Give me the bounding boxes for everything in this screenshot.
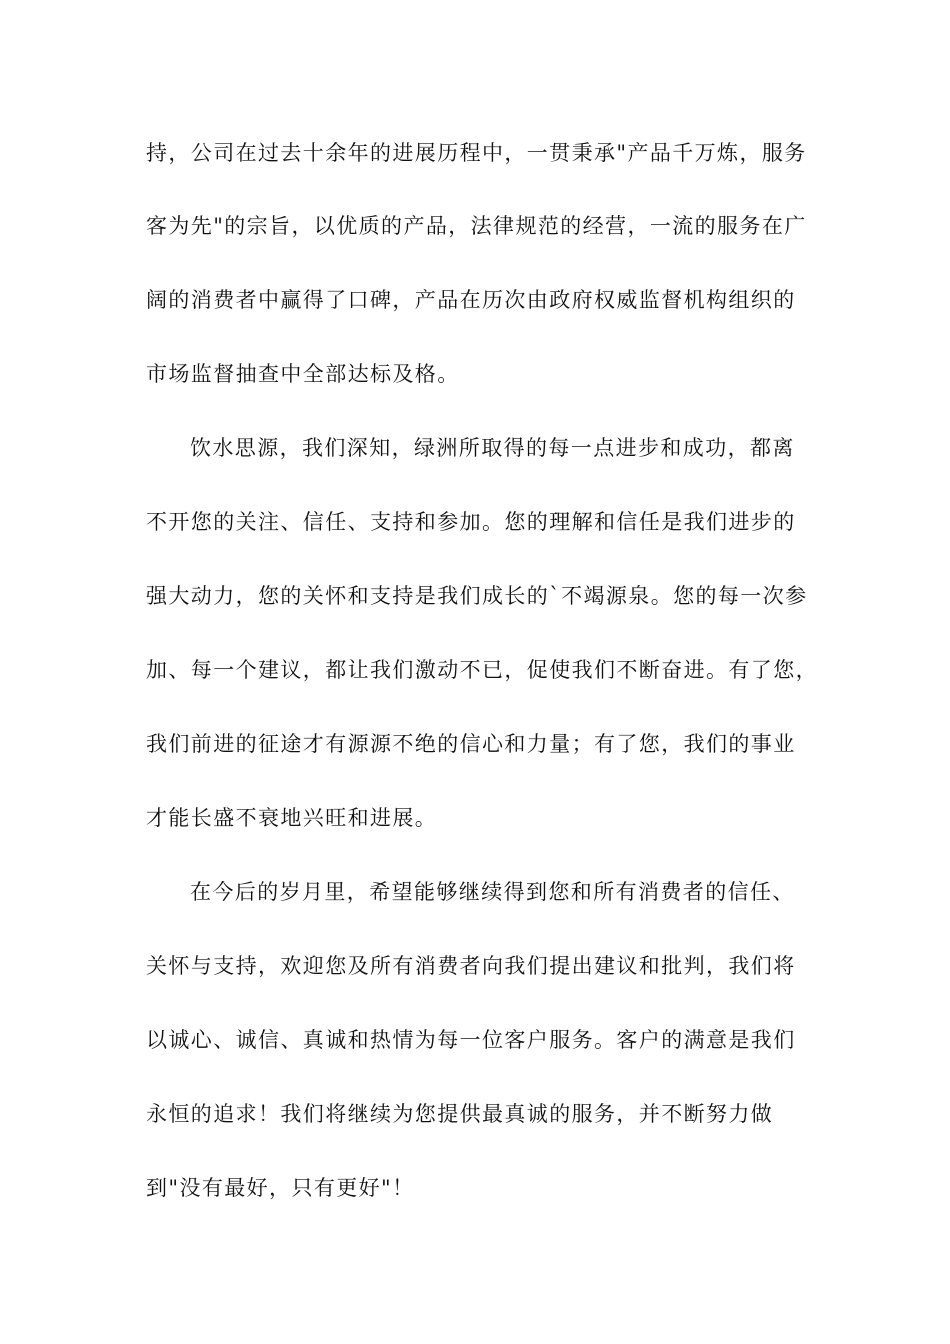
text-line: 在今后的岁月里，希望能够继续得到您和所有消费者的信任、 <box>190 880 795 904</box>
text-line: 不开您的关注、信任、支持和参加。您的理解和信任是我们进步的 <box>146 510 796 534</box>
text-line: 饮水思源，我们深知，绿洲所取得的每一点进步和成功，都离 <box>190 436 795 460</box>
text-line: 阔的消费者中赢得了口碑，产品在历次由政府权威监督机构组织的 <box>146 288 796 312</box>
text-line: 到"没有最好，只有更好"！ <box>146 1176 415 1200</box>
text-line: 才能长盛不衰地兴旺和进展。 <box>146 806 438 830</box>
text-line: 加、每一个建议，都让我们激动不已，促使我们不断奋进。有了您， <box>146 658 818 682</box>
text-line: 关怀与支持，欢迎您及所有消费者向我们提出建议和批判，我们将 <box>146 954 796 978</box>
text-line: 强大动力，您的关怀和支持是我们成长的`不竭源泉。您的每一次参 <box>146 584 808 608</box>
text-line: 市场监督抽查中全部达标及格。 <box>146 362 460 386</box>
text-line: 我们前进的征途才有源源不绝的信心和力量；有了您，我们的事业 <box>146 732 796 756</box>
text-line: 以诚心、诚信、真诚和热情为每一位客户服务。客户的满意是我们 <box>146 1028 796 1052</box>
text-line: 永恒的追求！我们将继续为您提供最真诚的服务，并不断努力做 <box>146 1102 774 1126</box>
text-line: 客为先"的宗旨，以优质的产品，法律规范的经营，一流的服务在广 <box>146 214 807 238</box>
text-line: 持，公司在过去十余年的进展历程中，一贯秉承"产品千万炼，服务 <box>146 141 807 165</box>
